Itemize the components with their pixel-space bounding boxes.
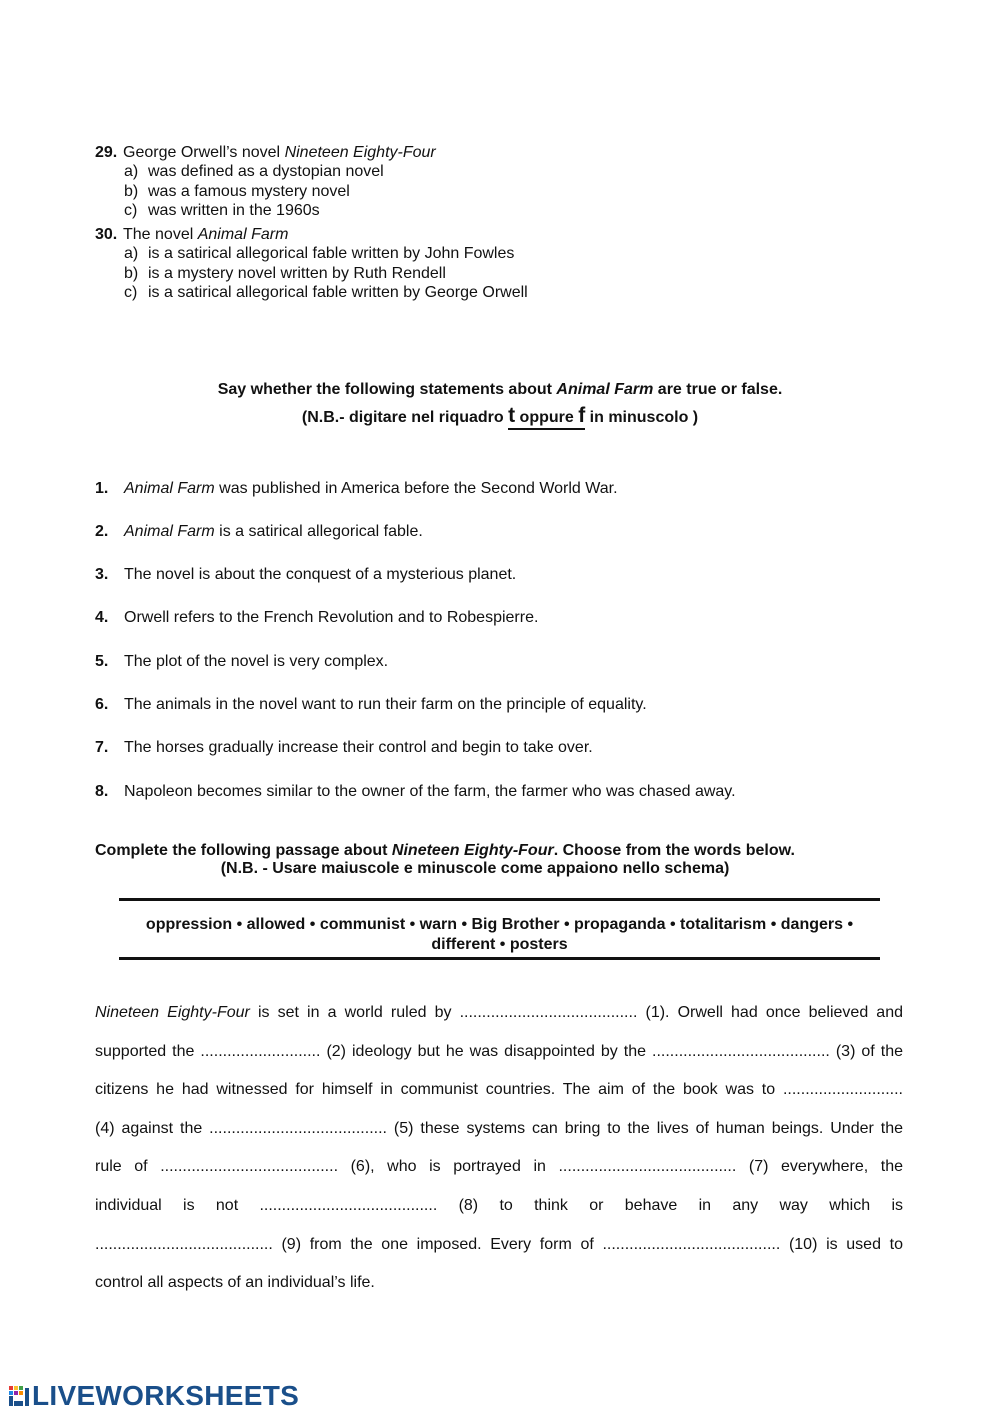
question-number: 29. [95, 144, 118, 161]
statement-5 [95, 652, 388, 672]
word-box-bottom-rule [119, 957, 880, 960]
option-letter: c) [124, 202, 138, 219]
instruction-title: Animal Farm [556, 381, 654, 398]
note-text: oppure [515, 409, 579, 426]
statement-6 [95, 695, 647, 715]
statement-text: is a satirical allegorical fable. [214, 523, 423, 540]
passage-line-6 [95, 1196, 903, 1216]
option-29a[interactable] [124, 162, 384, 182]
question-number: 30. [95, 226, 118, 243]
liveworksheets-logo-icon [8, 1384, 30, 1408]
option-text: is a satirical allegorical fable written by John Fowles [148, 245, 515, 262]
statement-number: 3. [95, 566, 109, 583]
statement-7 [95, 738, 593, 758]
instruction-title: Nineteen Eighty-Four [391, 842, 554, 859]
passage-text: control all aspects of an individual’s life. [95, 1274, 375, 1291]
statement-number: 8. [95, 783, 109, 800]
statement-number: 7. [95, 739, 109, 756]
brand-name: LIVEWORKSHEETS [32, 1380, 300, 1411]
option-letter: a) [124, 245, 139, 262]
statement-text: The plot of the novel is very complex. [124, 653, 389, 670]
question-text: George Orwell’s novel [123, 144, 285, 161]
statement-text: The horses gradually increase their control and begin to take over. [124, 739, 593, 756]
statement-1 [95, 479, 618, 499]
word-box-line-1: oppression • allowed • communist • warn • Big Brother • propaganda • totalitarism • dangers • [145, 916, 854, 933]
letter-t: t [508, 404, 516, 427]
statement-number: 1. [95, 480, 109, 497]
instruction-text: Complete the following passage about [95, 842, 392, 859]
option-letter: b) [124, 265, 139, 282]
passage-text: ........................................ (9) from the one imposed. Every form of ........................................ (10) is used to [95, 1236, 903, 1253]
statement-number: 2. [95, 523, 109, 540]
passage-line-2 [95, 1042, 903, 1062]
question-text: The novel [123, 226, 198, 243]
option-letter: c) [124, 284, 138, 301]
option-30c[interactable] [124, 283, 528, 303]
statement-2 [95, 522, 423, 542]
completion-note: (N.B. - Usare maiuscole e minuscole come appaiono nello schema) [220, 860, 730, 877]
option-30a[interactable] [124, 244, 514, 264]
passage-line-8 [95, 1273, 903, 1293]
true-false-instruction [0, 380, 1000, 400]
passage-text: citizens he had witnessed for himself in communist countries. The aim of the book was to ........................... [95, 1081, 903, 1098]
option-text: was a famous mystery novel [148, 183, 350, 200]
completion-instruction [95, 841, 795, 861]
statement-title: Animal Farm [124, 480, 215, 497]
option-29b[interactable] [124, 182, 350, 202]
statement-text: was published in America before the Second World War. [214, 480, 618, 497]
statement-text: The animals in the novel want to run their farm on the principle of equality. [124, 696, 647, 713]
instruction-text: . Choose from the words below. [553, 842, 795, 859]
note-text: in minuscolo ) [585, 409, 699, 426]
instruction-text: are true or false. [653, 381, 783, 398]
statement-text: The novel is about the conquest of a mysterious planet. [124, 566, 517, 583]
passage-title: Nineteen Eighty-Four [95, 1004, 250, 1021]
question-title: Nineteen Eighty-Four [284, 144, 436, 161]
passage-line-5 [95, 1157, 903, 1177]
statement-number: 4. [95, 609, 109, 626]
statement-text: Napoleon becomes similar to the owner of the farm, the farmer who was chased away. [124, 783, 736, 800]
option-letter: a) [124, 163, 139, 180]
word-box-top-rule [119, 898, 880, 901]
option-letter: b) [124, 183, 139, 200]
statement-number: 6. [95, 696, 109, 713]
option-29c[interactable] [124, 201, 320, 221]
question-29 [95, 143, 436, 163]
question-title: Animal Farm [197, 226, 289, 243]
option-text: was written in the 1960s [148, 202, 320, 219]
true-false-note [0, 406, 1000, 430]
letter-f: f [578, 404, 586, 427]
t-or-f-sample [508, 404, 586, 430]
passage-text: is set in a world ruled by ........................................ (1). Orwell had once believed and [249, 1004, 904, 1021]
passage-text: rule of ........................................ (6), who is portrayed in ........................................ (7) everywhere, the [95, 1158, 903, 1175]
option-30b[interactable] [124, 264, 446, 284]
passage-text: (4) against the ........................................ (5) these systems can bring to the lives of human beings. Under the [95, 1120, 903, 1137]
footer-brand[interactable] [8, 1380, 299, 1412]
statement-3 [95, 565, 516, 585]
question-30 [95, 225, 288, 245]
statement-title: Animal Farm [124, 523, 215, 540]
statement-text: Orwell refers to the French Revolution and to Robespierre. [124, 609, 539, 626]
passage-text: supported the ........................... (2) ideology but he was disappointed by the ........................................ (3) of the [95, 1043, 903, 1060]
word-box-line-2: different • posters [431, 936, 568, 953]
passage-line-3 [95, 1080, 903, 1100]
passage-line-1 [95, 1003, 903, 1023]
statement-8 [95, 782, 736, 802]
passage-line-7 [95, 1235, 903, 1255]
passage-text: individual is not ........................................ (8) to think or behave in any way which is [95, 1197, 903, 1214]
instruction-text: Say whether the following statements about [217, 381, 557, 398]
note-text: (N.B.- digitare nel riquadro [301, 409, 509, 426]
statement-4 [95, 608, 538, 628]
statement-number: 5. [95, 653, 109, 670]
option-text: is a mystery novel written by Ruth Rendell [148, 265, 446, 282]
passage-line-4 [95, 1119, 903, 1139]
option-text: is a satirical allegorical fable written by George Orwell [148, 284, 528, 301]
option-text: was defined as a dystopian novel [148, 163, 384, 180]
